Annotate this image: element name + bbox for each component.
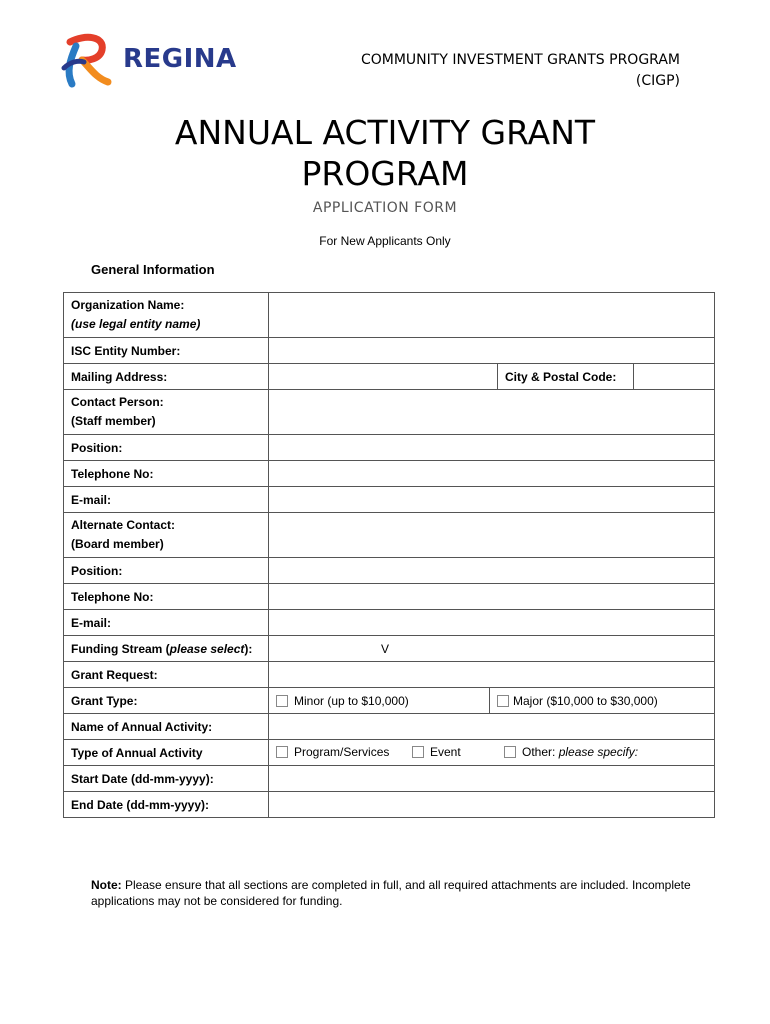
program-label: Program/Services: [294, 744, 390, 759]
isc-label: ISC Entity Number:: [64, 338, 269, 364]
funding-stream-text: Funding Stream (: [71, 641, 170, 656]
section-heading: General Information: [91, 262, 215, 277]
table-row: [64, 487, 715, 513]
footer-note: [91, 877, 691, 909]
grant-type-minor-option[interactable]: [269, 688, 490, 713]
telephone2-label: Telephone No:: [64, 584, 269, 610]
start-date-label: Start Date (dd-mm-yyyy):: [64, 766, 269, 792]
minor-label: Minor (up to $10,000): [294, 693, 409, 708]
email2-field[interactable]: [269, 610, 715, 636]
position-field[interactable]: [269, 435, 715, 461]
program-line-1: COMMUNITY INVESTMENT GRANTS PROGRAM: [360, 52, 680, 68]
other-specify-hint: please specify:: [558, 744, 639, 759]
table-row: [64, 558, 715, 584]
table-row: [64, 364, 715, 390]
funding-stream-colon: ):: [244, 641, 253, 656]
contact-label: [64, 390, 269, 435]
general-information-table: [63, 292, 715, 818]
end-date-label: End Date (dd-mm-yyyy):: [64, 792, 269, 818]
page-title: [100, 112, 670, 194]
mailing-row: [269, 364, 715, 390]
activity-name-label: Name of Annual Activity:: [64, 714, 269, 740]
alt-contact-label: [64, 513, 269, 558]
minor-checkbox[interactable]: [276, 695, 288, 707]
position2-label: Position:: [64, 558, 269, 584]
org-name-field[interactable]: [269, 293, 715, 338]
applicants-note: For New Applicants Only: [319, 234, 451, 248]
grant-request-label: Grant Request:: [64, 662, 269, 688]
contact-field[interactable]: [269, 390, 715, 435]
org-name-label: [64, 293, 269, 338]
activity-type-label: Type of Annual Activity: [64, 740, 269, 766]
mailing-address-field[interactable]: [269, 364, 498, 389]
city-postal-label: City & Postal Code:: [498, 364, 634, 389]
program-line-2: (CIGP): [635, 73, 680, 89]
position-label: Position:: [64, 435, 269, 461]
alt-contact-field[interactable]: [269, 513, 715, 558]
alt-contact-hint: (Board member): [71, 537, 164, 551]
table-row: [64, 688, 715, 714]
page-subtitle: APPLICATION FORM: [312, 200, 458, 216]
major-label: Major ($10,000 to $30,000): [513, 693, 658, 708]
other-checkbox[interactable]: [504, 746, 516, 758]
table-row: [64, 390, 715, 435]
mailing-label: Mailing Address:: [64, 364, 269, 390]
telephone2-field[interactable]: [269, 584, 715, 610]
funding-stream-value: V: [381, 641, 390, 656]
table-row: [64, 584, 715, 610]
title-line-2: PROGRAM: [301, 154, 469, 193]
program-checkbox[interactable]: [276, 746, 288, 758]
type-other-option[interactable]: [504, 745, 638, 759]
table-row: [64, 461, 715, 487]
event-label: Event: [430, 744, 461, 759]
logo-text: REGINA: [123, 44, 237, 74]
funding-stream-label: [64, 636, 269, 662]
telephone-field[interactable]: [269, 461, 715, 487]
email-label: E-mail:: [64, 487, 269, 513]
alt-contact-text: Alternate Contact:: [71, 517, 176, 532]
funding-stream-select[interactable]: [269, 636, 715, 662]
start-date-field[interactable]: [269, 766, 715, 792]
note-label: Note:: [91, 878, 122, 892]
grant-request-field[interactable]: [269, 662, 715, 688]
grant-type-label: Grant Type:: [64, 688, 269, 714]
grant-type-major-option[interactable]: [490, 688, 714, 713]
type-program-option[interactable]: [276, 745, 412, 759]
table-row: [64, 636, 715, 662]
telephone-label: Telephone No:: [64, 461, 269, 487]
table-row: [64, 766, 715, 792]
activity-type-options: [269, 740, 715, 766]
table-row: [64, 610, 715, 636]
table-row: [64, 513, 715, 558]
table-row: [64, 293, 715, 338]
table-row: [64, 740, 715, 766]
activity-name-field[interactable]: [269, 714, 715, 740]
regina-r-logo-icon: [60, 32, 120, 90]
isc-field[interactable]: [269, 338, 715, 364]
type-event-option[interactable]: [412, 745, 504, 759]
contact-hint: (Staff member): [71, 414, 156, 428]
org-name-hint: (use legal entity name): [71, 317, 201, 331]
table-row: [64, 792, 715, 818]
event-checkbox[interactable]: [412, 746, 424, 758]
table-row: [64, 435, 715, 461]
title-line-1: ANNUAL ACTIVITY GRANT: [174, 113, 596, 152]
email-field[interactable]: [269, 487, 715, 513]
grant-type-row: [269, 688, 715, 714]
other-label: Other:: [522, 744, 559, 759]
table-row: [64, 338, 715, 364]
major-checkbox[interactable]: [497, 695, 509, 707]
note-text: Please ensure that all sections are completed in full, and all required attachments are included. Incomplete applications may not be considered for funding.: [91, 878, 691, 908]
funding-stream-hint: please select: [169, 641, 245, 656]
program-name: [300, 50, 680, 92]
table-row: [64, 714, 715, 740]
table-row: [64, 662, 715, 688]
contact-text: Contact Person:: [71, 394, 164, 409]
end-date-field[interactable]: [269, 792, 715, 818]
position2-field[interactable]: [269, 558, 715, 584]
email2-label: E-mail:: [64, 610, 269, 636]
org-name-text: Organization Name:: [71, 297, 185, 312]
regina-logo: [60, 32, 240, 90]
city-postal-field[interactable]: [634, 364, 714, 389]
